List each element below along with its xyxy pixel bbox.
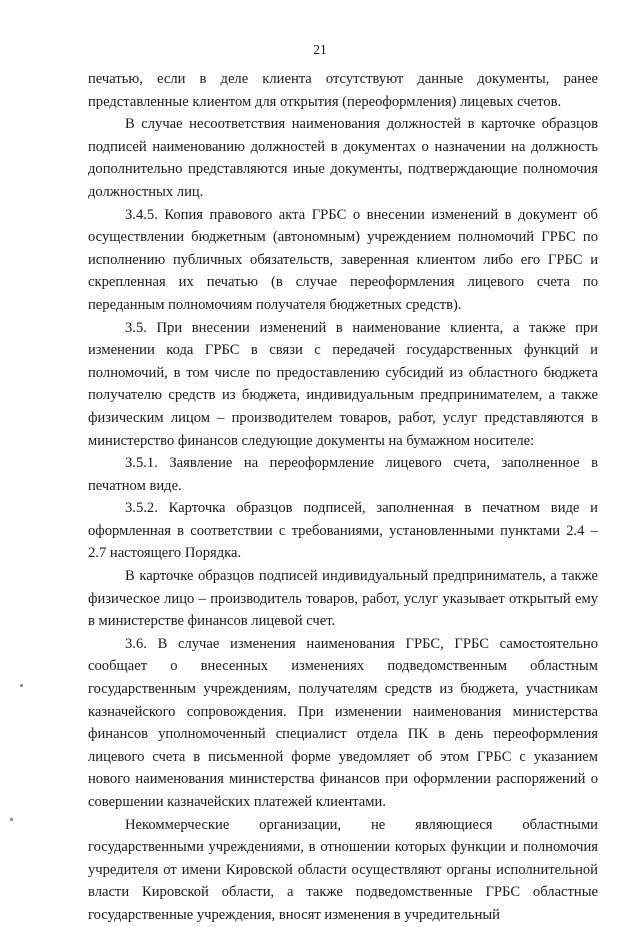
paragraph-3-6: 3.6. В случае изменения наименования ГРБС, ГРБС самостоятельно сообщает о внесенных изменениях подведомственным областным государственным учреждениям, получателям средств из бюджета, участникам казначейского сопровождения. При изменении наименования министерства финансов уполномоченный специалист отдела ПК в день переоформления лицевого счета в письменной форме уведомляет об этом ГРБС с указанием нового наименования министерства финансов при оформлении распоряжений о совершении казначейских платежей клиентами. [88,635,598,810]
paragraph-3-5: 3.5. При внесении изменений в наименование клиента, а также при изменении кода ГРБС в связи с передачей государственных функций и полномочий, в том числе по предоставлению субсидий из областного бюджета получателю средств из бюджета, индивидуальным предпринимателем, а также физическим лицом – производителем товаров, работ, услуг представляются в министерство финансов следующие документы на бумажном носителе: [88,319,598,449]
scan-speck [10,818,13,821]
document-body [88,68,598,927]
paragraph-signature-card-note: В карточке образцов подписей индивидуальный предприниматель, а также физическое лицо – производитель товаров, работ, услуг указывает открытый ему в министерстве финансов лицевой счет. [88,568,598,630]
paragraph-continuation: печатью, если в деле клиента отсутствуют данные документы, ранее представленные клиентом для открытия (переоформления) лицевых счетов. [88,71,598,110]
page-number: 21 [313,42,327,57]
paragraph-3-4-5: 3.4.5. Копия правового акта ГРБС о внесении изменений в документ об осуществлении бюджетным (автономным) учреждением полномочий ГРБС по исполнению публичных обязательств, заверенная клиентом либо его ГРБС и скрепленная их печатью (в случае переоформления лицевого счета по переданным полномочиям получателя бюджетных средств). [88,206,598,313]
scan-speck [20,684,23,687]
paragraph-position-mismatch: В случае несоответствия наименования должностей в карточке образцов подписей наименованию должностей в документах о назначении на должность дополнительно представляются иные документы, подтверждающие полномочия должностных лиц. [88,116,598,200]
paragraph-3-5-1: 3.5.1. Заявление на переоформление лицевого счета, заполненное в печатном виде. [88,455,598,494]
paragraph-3-5-2: 3.5.2. Карточка образцов подписей, заполненная в печатном виде и оформленная в соответствии с требованиями, установленными пунктами 2.4 – 2.7 настоящего Порядка. [88,500,598,562]
paragraph-nonprofit-orgs: Некоммерческие организации, не являющиеся областными государственными учреждениями, в отношении которых функции и полномочия учредителя от имени Кировской области осуществляют органы исполнительной власти Кировской области, а также подведомственные ГРБС областные государственные учреждения, вносят изменения в учредительный [88,816,598,923]
